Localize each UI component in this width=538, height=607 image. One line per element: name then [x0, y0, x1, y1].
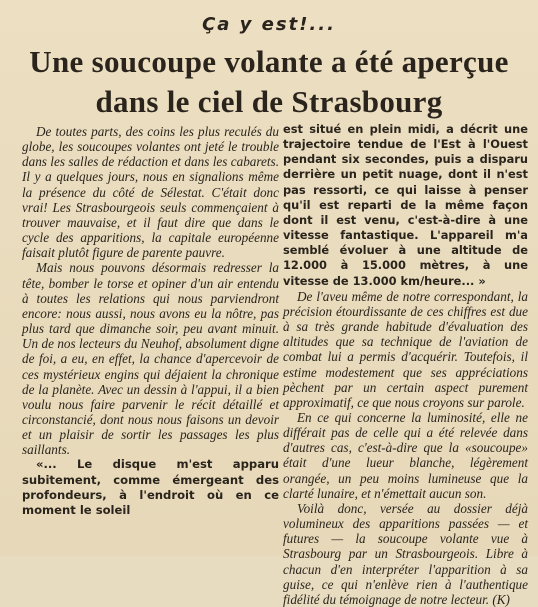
paragraph: Mais nous pouvons désormais redresser la tête, bomber le torse et opiner d'un air entendu à toutes les relations qui nous parviendront encore: nous aussi, nous avons eu la nôtre, pas plus tard que dimanche soir, peu avant minuit. Un de nos lecteurs du Neuhof, absolument digne de foi, a eu, en effet, la chance d'apercevoir de ces mystérieux engins qui déjaient la chronique de la planète. Avec un dessin à l'appui, il a bien voulu nous faire parvenir le récit détaillé et circonstancié, dont nous nous faisons un devoir et un plaisir de sortir les passages les plus saillants.	[22, 260, 279, 458]
article-column-right	[283, 122, 528, 607]
witness-quote-continued: est situé en plein midi, a décrit une trajectoire tendue de l'Est à l'Ouest pendant six secondes, puis a disparu derrière un petit nuage, dont il n'est pas ressorti, ce qui laisse à penser qu'il est reparti de la même façon dont il est venu, c'est-à-dire à une vitesse fantastique. L'appareil m'a semblé évoluer à une altitude de 12.000 à 15.000 mètres, à une vitesse de 13.000 km/heure... »	[283, 122, 528, 288]
paragraph: En ce qui concerne la luminosité, elle ne différait pas de celle qui a été relevée dans d'autres cas, c'est-à-dire que la «soucoupe» était d'une lueur blanche, légèrement orangée, un peu moins lumineuse que la clarté lunaire, et n'émettait aucun son.	[283, 409, 528, 501]
article-headline: Une soucoupe volante a été aperçue dans le ciel de Strasbourg	[29, 44, 509, 119]
article-column-left	[22, 124, 279, 518]
paragraph: Voilà donc, versée au dossier déjà volumineux des apparitions passées — et futures — la soucoupe volante vue à Strasbourg par un Strasbourgeois. Libre à chacun d'en interpréter l'apparition à sa guise, ce qui n'enlève rien à l'authentique fidélité du témoignage de notre lecteur. (K)	[283, 500, 528, 607]
article-kicker: Ça y est!...	[202, 14, 336, 35]
paragraph: De toutes parts, des coins les plus reculés du globe, les soucoupes volantes ont jeté le trouble dans les salles de rédaction et dans les cabarets. Il y a quelques jours, nous en signalions même la présence du côté de Sélestat. C'était donc vrai! Les Strasbourgeois seuls commençaient à trouver mauvaise, et il faut dire que dans le cycle des apparitions, la capitale européenne faisait plutôt figure de parente pauvre.	[22, 124, 279, 261]
witness-quote: «... Le disque m'est apparu subitement, comme émergeant des profondeurs, à l'endroit où en ce moment le soleil	[22, 457, 279, 517]
paragraph: De l'aveu même de notre correspondant, la précision étourdissante de ces chiffres est due à sa très grande habitude d'évaluation des altitudes que sa technique de l'aviation de combat lui a permis d'acquérir. Toutefois, il estime modestement que ses appréciations pèchent par un certain aspect purement approximatif, ce que nous croyons sur parole.	[283, 288, 528, 410]
